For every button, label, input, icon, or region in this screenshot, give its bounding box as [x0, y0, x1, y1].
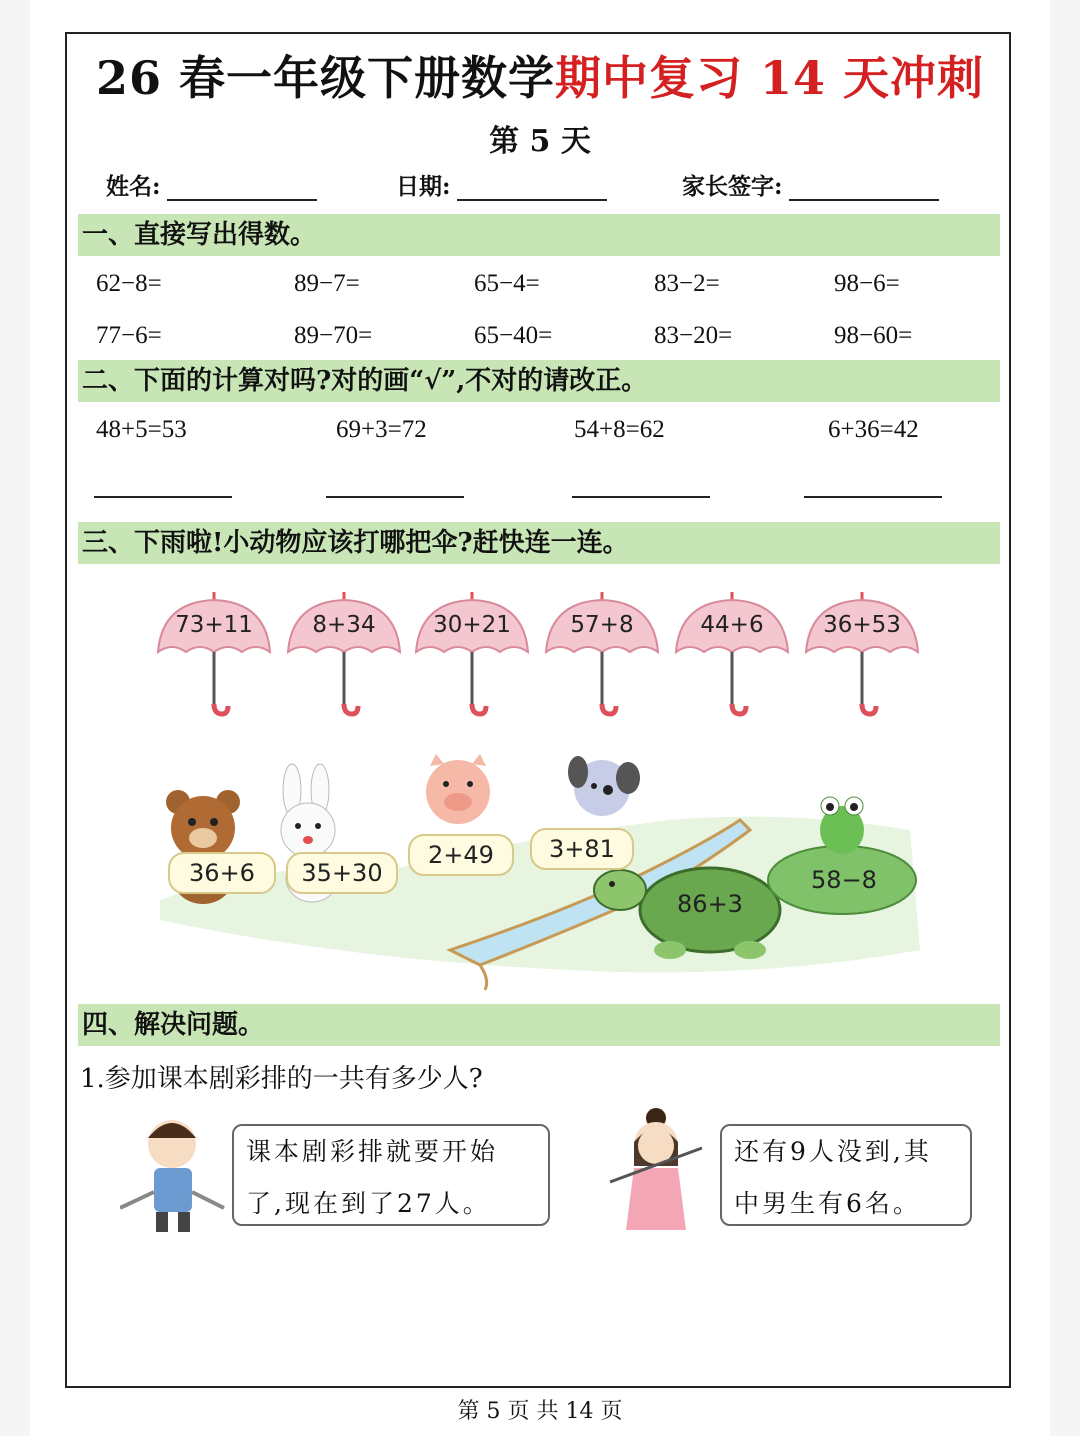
- page-title: [0, 42, 1080, 108]
- answer-blank[interactable]: [804, 496, 942, 498]
- rabbit-card[interactable]: 35+30: [286, 852, 398, 894]
- umbrella[interactable]: [544, 592, 660, 718]
- umbrella[interactable]: [286, 592, 402, 718]
- animal-scene: [150, 750, 930, 990]
- turtle-label[interactable]: 86+3: [677, 890, 743, 918]
- umbrella-icon: [674, 592, 790, 718]
- problem-text: 1.参加课本剧彩排的一共有多少人?: [80, 1064, 483, 1094]
- calc-item: 89−7=: [294, 270, 360, 297]
- bubble-right-line1: 还有9人没到,其: [734, 1137, 932, 1166]
- section1-heading: 一、直接写出得数。: [78, 214, 1000, 256]
- page-footer: 第 5 页 共 14 页: [457, 1399, 623, 1424]
- date-field: [396, 168, 607, 201]
- bear-card[interactable]: 36+6: [168, 852, 276, 894]
- umbrella-label: 44+6: [700, 612, 764, 638]
- calc-item: 83−2=: [654, 270, 720, 297]
- frog-label[interactable]: 58−8: [811, 866, 877, 894]
- umbrella-icon: [804, 592, 920, 718]
- section4-heading: 四、解决问题。: [78, 1004, 1000, 1046]
- umbrella-label: 57+8: [570, 612, 634, 638]
- answer-blank[interactable]: [572, 496, 710, 498]
- check-item: 48+5=53: [96, 416, 187, 443]
- check-item: 69+3=72: [336, 416, 427, 443]
- bubble-left-line1: 课本剧彩排就要开始: [246, 1137, 499, 1166]
- title-black: 26 春一年级下册数学: [95, 51, 555, 105]
- dog-illustration: [568, 756, 640, 816]
- umbrella-label: 30+21: [433, 612, 511, 638]
- calc-item: 62−8=: [96, 270, 162, 297]
- boy-character: [120, 1108, 230, 1234]
- umbrella-icon: [286, 592, 402, 718]
- calc-item: 83−20=: [654, 322, 733, 349]
- umbrella-label: 8+34: [312, 612, 376, 638]
- umbrella-icon: [156, 592, 272, 718]
- umbrella-label: 73+11: [175, 612, 253, 638]
- calc-item: 89−70=: [294, 322, 373, 349]
- speech-bubble-left: [232, 1124, 550, 1226]
- calc-item: 98−6=: [834, 270, 900, 297]
- answer-blank[interactable]: [326, 496, 464, 498]
- section2-heading: 二、下面的计算对吗?对的画“√”,不对的请改正。: [78, 360, 1000, 402]
- answer-blank[interactable]: [94, 496, 232, 498]
- umbrella-label: 36+53: [823, 612, 901, 638]
- calc-item: 65−40=: [474, 322, 553, 349]
- umbrella-icon: [414, 592, 530, 718]
- parent-sign-label: 家长签字:: [682, 173, 783, 200]
- date-label: 日期:: [396, 173, 451, 200]
- umbrella[interactable]: [156, 592, 272, 718]
- calc-item: 65−4=: [474, 270, 540, 297]
- name-field: [106, 168, 317, 201]
- parent-sign-field: [682, 168, 939, 201]
- bubble-right-line2: 中男生有6名。: [734, 1189, 921, 1218]
- name-blank[interactable]: [167, 171, 317, 201]
- section3-heading: 三、下雨啦!小动物应该打哪把伞?赶快连一连。: [78, 522, 1000, 564]
- check-item: 6+36=42: [828, 416, 919, 443]
- pig-card[interactable]: 2+49: [408, 834, 514, 876]
- bubble-left-line2: 了,现在到了27人。: [246, 1189, 491, 1218]
- umbrella[interactable]: [414, 592, 530, 718]
- day-label: 第 5 天: [489, 124, 591, 159]
- date-blank[interactable]: [457, 171, 607, 201]
- calc-item: 98−60=: [834, 322, 913, 349]
- umbrella-icon: [544, 592, 660, 718]
- calc-item: 77−6=: [96, 322, 162, 349]
- umbrella[interactable]: [804, 592, 920, 718]
- umbrella[interactable]: [674, 592, 790, 718]
- check-item: 54+8=62: [574, 416, 665, 443]
- title-red: 期中复习 14 天冲刺: [554, 51, 985, 105]
- parent-sign-blank[interactable]: [789, 171, 939, 201]
- girl-character: [606, 1106, 710, 1236]
- name-label: 姓名:: [106, 173, 161, 200]
- dog-card[interactable]: 3+81: [530, 828, 634, 870]
- pig-illustration: [426, 754, 490, 824]
- speech-bubble-right: [720, 1124, 972, 1226]
